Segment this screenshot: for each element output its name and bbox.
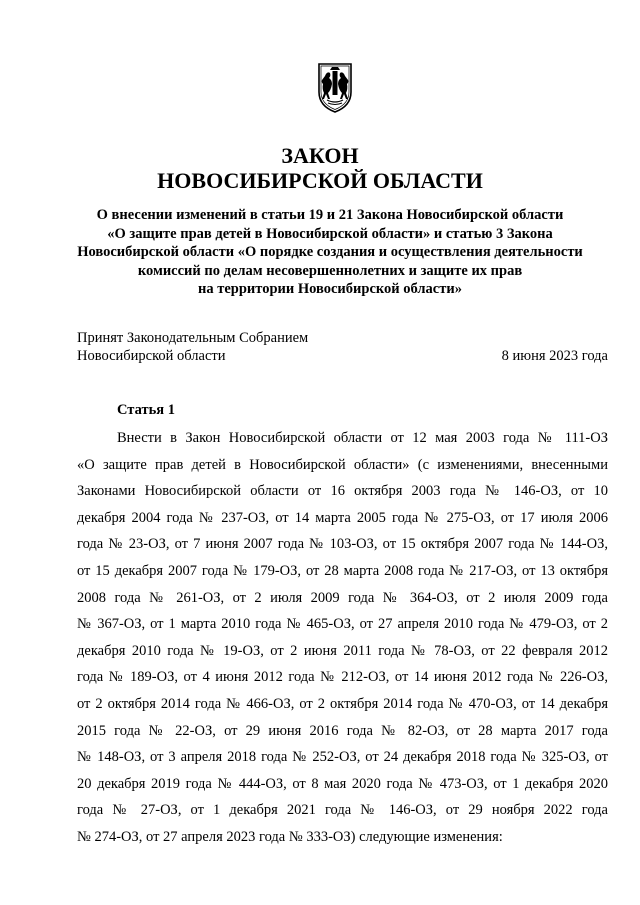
body-line: «О защите прав детей в Новосибирской области» (с изменениями, внесенными — [77, 456, 608, 473]
adoption-line: Новосибирской области — [77, 348, 226, 364]
subtitle-line: на территории Новосибирской области» — [198, 281, 462, 297]
article-heading: Статья 1 — [117, 402, 175, 418]
body-line: Внести в Закон Новосибирской области от 12 мая 2003 года № 111-ОЗ — [117, 430, 608, 446]
adoption-line: Принят Законодательным Собранием — [77, 330, 309, 346]
body-line: года № 27-ОЗ, от 1 декабря 2021 года № 146-ОЗ, от 29 ноября 2022 года — [77, 802, 608, 819]
body-line: 2015 года № 22-ОЗ, от 29 июня 2016 года № 82-ОЗ, от 28 марта 2017 года — [77, 722, 608, 739]
body-line: декабря 2004 года № 237-ОЗ, от 14 марта 2005 года № 275-ОЗ, от 17 июля 2006 — [77, 509, 608, 526]
subtitle-line: комиссий по делам несовершеннолетних и защите их прав — [137, 262, 523, 279]
subtitle-line: «О защите прав детей в Новосибирской области» и статью 3 Закона — [107, 225, 553, 242]
body-line: № 367-ОЗ, от 1 марта 2010 года № 465-ОЗ, от 27 апреля 2010 года № 479-ОЗ, от 2 — [77, 616, 608, 633]
body-line: декабря 2010 года № 19-ОЗ, от 2 июня 2011 года № 78-ОЗ, от 22 февраля 2012 — [77, 642, 608, 659]
subtitle-line: Новосибирской области «О порядке создания и осуществления деятельности — [77, 244, 583, 260]
body-line: № 148-ОЗ, от 3 апреля 2018 года № 252-ОЗ, от 24 декабря 2018 года № 325-ОЗ, от — [77, 749, 608, 766]
region-title: НОВОСИБИРСКОЙ ОБЛАСТИ — [157, 168, 483, 193]
body-line: от 2 октября 2014 года № 466-ОЗ, от 2 октября 2014 года № 470-ОЗ, от 14 декабря — [77, 695, 608, 712]
body-line: года № 23-ОЗ, от 7 июня 2007 года № 103-ОЗ, от 15 октября 2007 года № 144-ОЗ, — [77, 536, 608, 553]
subtitle-line: О внесении изменений в статьи 19 и 21 Закона Новосибирской области — [96, 207, 564, 223]
body-line: года № 189-ОЗ, от 4 июня 2012 года № 212-ОЗ, от 14 июня 2012 года № 226-ОЗ, — [77, 669, 608, 686]
body-line: 20 декабря 2019 года № 444-ОЗ, от 8 мая 2020 года № 473-ОЗ, от 1 декабря 2020 — [77, 775, 608, 792]
body-line: от 15 декабря 2007 года № 179-ОЗ, от 28 марта 2008 года № 217-ОЗ, от 13 октября — [77, 562, 608, 579]
law-title: ЗАКОН — [281, 143, 359, 168]
adoption-date: 8 июня 2023 года — [501, 348, 608, 364]
coat-of-arms-icon — [315, 62, 355, 114]
body-line: № 274-ОЗ, от 27 апреля 2023 года № 333-ОЗ) следующие изменения: — [77, 828, 503, 845]
article-body — [77, 425, 608, 851]
body-line: Законами Новосибирской области от 16 октября 2003 года № 146-ОЗ, от 10 — [77, 483, 608, 500]
adoption-info — [77, 329, 308, 365]
body-line: 2008 года № 261-ОЗ, от 2 июля 2009 года № 364-ОЗ, от 2 июля 2009 года — [77, 589, 608, 606]
law-subtitle — [60, 206, 600, 299]
